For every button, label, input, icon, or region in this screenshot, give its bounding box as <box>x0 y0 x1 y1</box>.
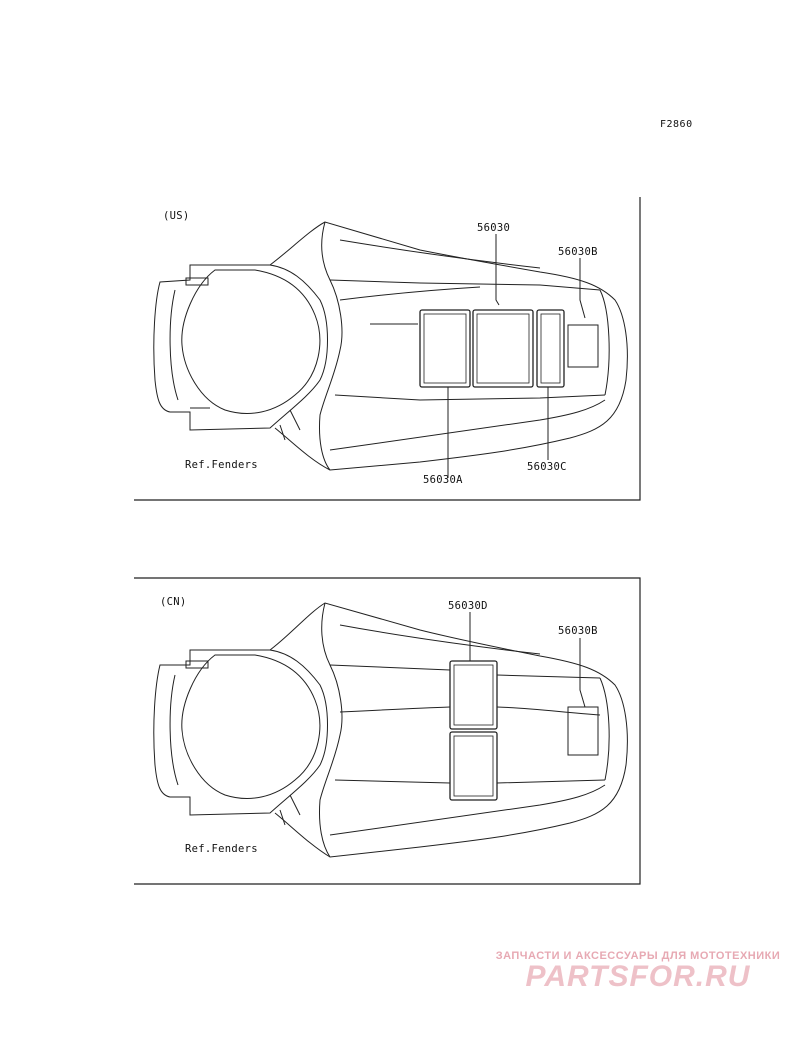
cn-callout-56030d: 56030D <box>448 600 488 612</box>
us-callout-56030b: 56030B <box>558 246 598 258</box>
cn-label-56030d-upper <box>450 661 497 729</box>
cn-panel-frame <box>134 578 640 884</box>
cn-region-label: (CN) <box>160 596 187 608</box>
us-ref-text: Ref.Fenders <box>185 459 258 471</box>
cn-ref-text: Ref.Fenders <box>185 843 258 855</box>
us-label-56030a <box>420 310 470 387</box>
watermark-tagline: ЗАПЧАСТИ И АКСЕССУАРЫ ДЛЯ МОТОТЕХНИКИ <box>495 950 781 962</box>
cn-tank-outline <box>270 603 627 857</box>
us-label-56030 <box>473 310 533 387</box>
us-label-56030b <box>568 325 598 367</box>
watermark <box>488 950 788 994</box>
us-region-label: (US) <box>163 210 190 222</box>
figure-id: F2860 <box>660 119 693 130</box>
cn-callout-56030b: 56030B <box>558 625 598 637</box>
us-callout-56030c: 56030C <box>527 461 567 473</box>
watermark-brand-logo: PARTSFOR.RU <box>525 960 751 993</box>
us-cowl-outline <box>154 265 328 430</box>
cn-cowl-outline <box>154 650 328 815</box>
cn-label-56030d-lower <box>450 732 497 800</box>
us-callout-56030: 56030 <box>477 222 511 234</box>
us-callout-56030a: 56030A <box>423 474 463 486</box>
